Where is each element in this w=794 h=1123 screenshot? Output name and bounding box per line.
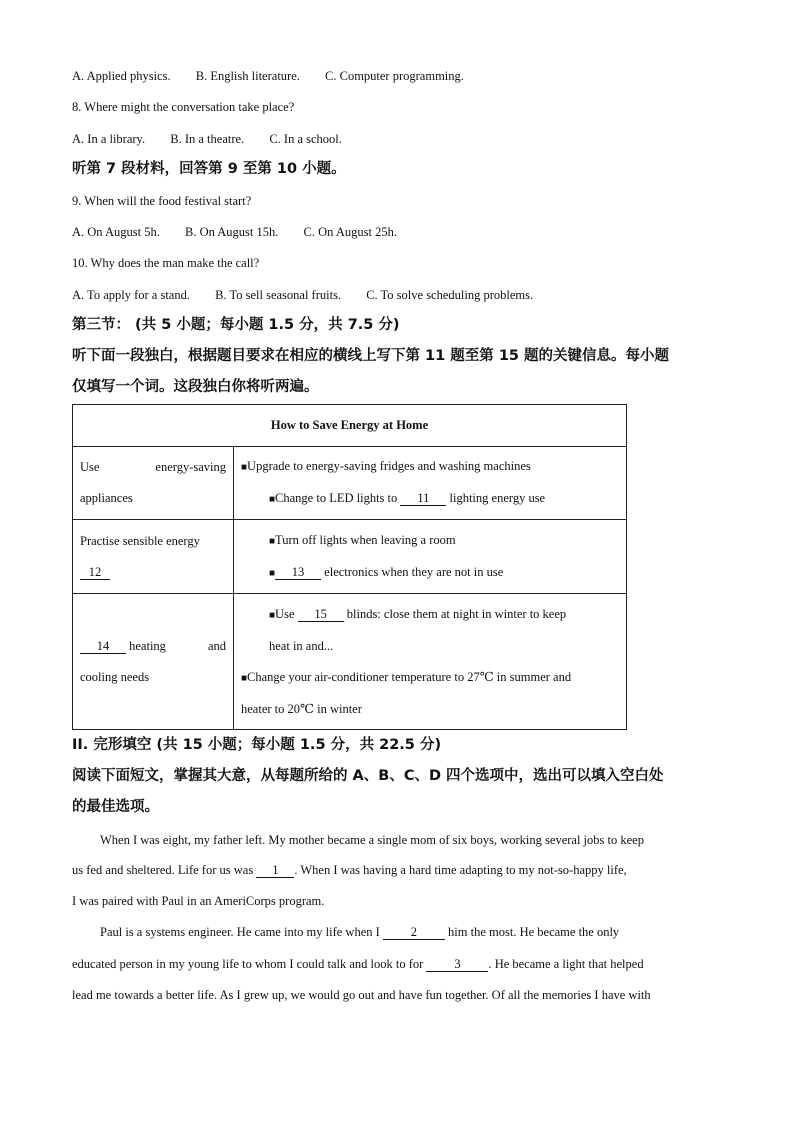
row3-item2-cont: heater to 20℃ in winter bbox=[241, 701, 362, 716]
q8-option-a: A. In a library. bbox=[72, 132, 146, 146]
q10-option-b: B. To sell seasonal fruits. bbox=[215, 288, 342, 302]
q10-options bbox=[72, 287, 555, 303]
blank-12: 12 bbox=[80, 565, 110, 580]
section3-instruction-line2: 仅填写一个词。这段独白你将听两遍。 bbox=[72, 379, 319, 395]
bullet-square-icon: ■ bbox=[269, 535, 276, 547]
section2-instruction-line2: 的最佳选项。 bbox=[72, 799, 159, 815]
row3-cat-word: and bbox=[207, 638, 226, 653]
blank-3: 3 bbox=[426, 957, 488, 972]
blank-15: 15 bbox=[298, 607, 344, 622]
passage-line5: educated person in my young life to whom I could talk and look to for 3 . He became a light that helped bbox=[72, 957, 644, 971]
blank-14: 14 bbox=[80, 639, 126, 654]
section2-heading: II. 完形填空 (共 15 小题；每小题 1.5 分，共 22.5 分) bbox=[72, 737, 442, 753]
row2-category bbox=[73, 520, 234, 594]
row2-item1: ■Turn off lights when leaving a room bbox=[269, 532, 456, 547]
row1-category bbox=[73, 447, 234, 520]
q8-option-c: C. In a school. bbox=[269, 132, 342, 146]
bullet-square-icon: ■ bbox=[269, 609, 276, 621]
row3-item1-cont: heat in and... bbox=[269, 638, 334, 653]
passage-line6: lead me towards a better life. As I grew up, we would go out and have fun together. Of all the memories I have with bbox=[72, 988, 651, 1002]
passage-line3: I was paired with Paul in an AmeriCorps program. bbox=[72, 894, 325, 908]
blank-1: 1 bbox=[256, 863, 294, 878]
section3-heading: 第三节： (共 5 小题；每小题 1.5 分，共 7.5 分) bbox=[72, 317, 400, 333]
blank-13: 13 bbox=[275, 565, 321, 580]
bullet-square-icon: ■ bbox=[241, 462, 248, 473]
row1-cat-word3: appliances bbox=[80, 491, 133, 505]
q7-option-c: C. Computer programming. bbox=[325, 69, 464, 83]
q7-options bbox=[72, 68, 486, 84]
row2-cat-text: Practise sensible energy bbox=[80, 533, 200, 548]
blank-2: 2 bbox=[383, 925, 445, 940]
q10-option-a: A. To apply for a stand. bbox=[72, 288, 190, 302]
q10-question: 10. Why does the man make the call? bbox=[72, 256, 260, 270]
table-title: How to Save Energy at Home bbox=[73, 405, 627, 447]
passage-line4: Paul is a systems engineer. He came into my life when I 2 him the most. He became the only bbox=[100, 925, 620, 939]
section2-instruction-line1: 阅读下面短文，掌握其大意，从每题所给的 A、B、C、D 四个选项中，选出可以填入空白处 bbox=[72, 768, 664, 784]
q10-option-c: C. To solve scheduling problems. bbox=[366, 288, 534, 302]
q7-option-a: A. Applied physics. bbox=[72, 69, 171, 83]
q9-question: 9. When will the food festival start? bbox=[72, 194, 252, 208]
row1-item2: ■Change to LED lights to 11 lighting energy use bbox=[269, 491, 546, 505]
row3-details bbox=[234, 594, 627, 730]
section3-instruction-line1: 听下面一段独白，根据题目要求在相应的横线上写下第 11 题至第 15 题的关键信息。每小题 bbox=[72, 348, 670, 364]
row3-category: 14 heating and cooling needs bbox=[73, 594, 234, 730]
row3-cat-text: cooling needs bbox=[80, 669, 150, 684]
section-7-instruction: 听第 7 段材料，回答第 9 至第 10 小题。 bbox=[72, 161, 346, 177]
row1-cat-word2: energy-saving bbox=[155, 460, 226, 474]
bullet-square-icon: ■ bbox=[241, 672, 248, 684]
q9-option-a: A. On August 5h. bbox=[72, 225, 160, 239]
bullet-square-icon: ■ bbox=[269, 567, 276, 579]
q9-option-c: C. On August 25h. bbox=[303, 225, 397, 239]
q8-options bbox=[72, 131, 364, 147]
bullet-square-icon: ■ bbox=[269, 494, 276, 505]
row1-item1: ■Upgrade to energy-saving fridges and washing machines bbox=[241, 459, 531, 473]
q9-option-b: B. On August 15h. bbox=[184, 225, 279, 239]
passage-line1: When I was eight, my father left. My mother became a single mom of six boys, working several jobs to keep bbox=[100, 833, 644, 847]
row3-item1: ■Use 15 blinds: close them at night in winter to keep bbox=[269, 606, 567, 621]
q7-option-b: B. English literature. bbox=[195, 69, 300, 83]
row1-details bbox=[234, 447, 627, 520]
row2-item2: ■ 13 electronics when they are not in use bbox=[269, 564, 504, 579]
blank-11: 11 bbox=[400, 491, 446, 506]
row2-details bbox=[234, 520, 627, 594]
row1-cat-word1: Use bbox=[80, 460, 100, 474]
passage-line2: us fed and sheltered. Life for us was 1 . When I was having a hard time adapting to my not-so-happy life, bbox=[72, 863, 627, 877]
q8-question: 8. Where might the conversation take place? bbox=[72, 100, 295, 114]
energy-table bbox=[72, 404, 627, 730]
row3-item2: ■Change your air-conditioner temperature to 27℃ in summer and bbox=[241, 669, 572, 684]
q9-options bbox=[72, 224, 419, 240]
q8-option-b: B. In a theatre. bbox=[170, 132, 245, 146]
